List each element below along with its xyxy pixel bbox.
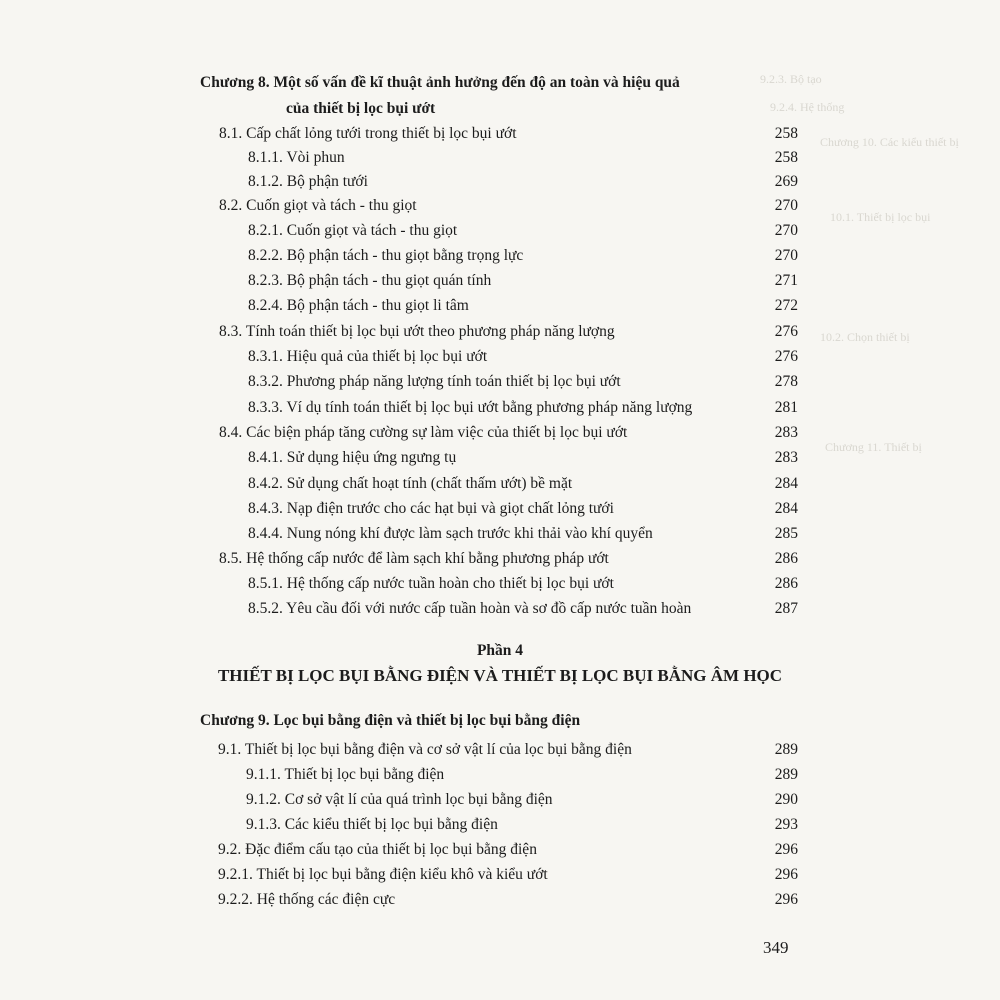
toc-page-number: 258 [774, 125, 798, 142]
toc-page-number: 289 [774, 741, 798, 758]
toc-page-number: 296 [774, 841, 798, 858]
toc-page-number: 271 [774, 272, 798, 289]
toc-entry[interactable]: 8.3. Tính toán thiết bị lọc bụi ướt theo phương pháp năng lượng [219, 323, 615, 340]
toc-page-number: 296 [774, 891, 798, 908]
toc-entry[interactable]: 8.4.1. Sử dụng hiệu ứng ngưng tụ [248, 449, 457, 466]
toc-page-number: 287 [774, 600, 798, 617]
toc-page-number: 286 [774, 575, 798, 592]
toc-page-number: 285 [774, 525, 798, 542]
toc-entry[interactable]: 8.4.2. Sử dụng chất hoạt tính (chất thấm ướt) bề mặt [248, 475, 573, 492]
show-through-text: Chương 10. Các kiểu thiết bị [820, 135, 959, 149]
part-4-label: Phần 4 [476, 642, 524, 659]
toc-entry[interactable]: 8.2. Cuốn giọt và tách - thu giọt [219, 197, 417, 214]
show-through-text: 10.1. Thiết bị lọc bụi [830, 210, 931, 224]
toc-entry[interactable]: 8.3.2. Phương pháp năng lượng tính toán thiết bị lọc bụi ướt [248, 373, 621, 390]
toc-entry[interactable]: 8.5. Hệ thống cấp nước để làm sạch khí bằng phương pháp ướt [219, 550, 609, 567]
toc-entry[interactable]: 9.2.2. Hệ thống các điện cực [218, 891, 396, 908]
page-number: 349 [763, 938, 789, 957]
toc-entry[interactable]: 9.1. Thiết bị lọc bụi bằng điện và cơ sở vật lí của lọc bụi bằng điện [218, 741, 632, 758]
chapter-9-title: Chương 9. Lọc bụi bằng điện và thiết bị lọc bụi bằng điện [200, 712, 581, 729]
toc-entry[interactable]: 8.3.1. Hiệu quả của thiết bị lọc bụi ướt [248, 348, 488, 365]
toc-entry[interactable]: 8.3.3. Ví dụ tính toán thiết bị lọc bụi ướt bằng phương pháp năng lượng [248, 399, 693, 416]
toc-page-number: 281 [774, 399, 798, 416]
toc-page-number: 272 [774, 297, 798, 314]
toc-entry[interactable]: 8.4. Các biện pháp tăng cường sự làm việc của thiết bị lọc bụi ướt [219, 424, 628, 441]
toc-entry[interactable]: 9.2.1. Thiết bị lọc bụi bằng điện kiểu khô và kiểu ướt [218, 866, 548, 883]
toc-page-number: 286 [774, 550, 798, 567]
show-through-text: 9.2.3. Bộ tạo [760, 72, 822, 86]
toc-page-number: 284 [774, 475, 798, 492]
toc-entry[interactable]: 9.1.3. Các kiểu thiết bị lọc bụi bằng điện [246, 816, 498, 833]
toc-entry[interactable]: 8.5.2. Yêu cầu đối với nước cấp tuần hoàn và sơ đồ cấp nước tuần hoàn [248, 600, 692, 617]
show-through-text: Chương 11. Thiết bị [825, 440, 922, 454]
toc-page-number: 270 [774, 222, 798, 239]
chapter-8-title-line-1: Chương 8. Một số vấn đề kĩ thuật ảnh hưởng đến độ an toàn và hiệu quả [200, 74, 680, 91]
part-4-title: THIẾT BỊ LỌC BỤI BẰNG ĐIỆN VÀ THIẾT BỊ LỌC BỤI BẰNG ÂM HỌC [217, 666, 783, 685]
toc-page-number: 283 [774, 424, 798, 441]
show-through-text: 9.2.4. Hệ thống [770, 100, 845, 114]
toc-entry[interactable]: 8.2.4. Bộ phận tách - thu giọt li tâm [248, 297, 469, 314]
toc-entry[interactable]: 8.2.1. Cuốn giọt và tách - thu giọt [248, 222, 458, 239]
toc-entry[interactable]: 8.4.4. Nung nóng khí được làm sạch trước khi thải vào khí quyển [248, 525, 653, 542]
toc-entry[interactable]: 9.1.2. Cơ sở vật lí của quá trình lọc bụi bằng điện [246, 791, 553, 808]
toc-page-number: 296 [774, 866, 798, 883]
toc-page-number: 276 [774, 348, 798, 365]
toc-page-number: 270 [774, 197, 798, 214]
toc-page-number: 276 [774, 323, 798, 340]
toc-entry[interactable]: 9.2. Đặc điểm cấu tạo của thiết bị lọc bụi bằng điện [218, 841, 537, 858]
toc-page-number: 270 [774, 247, 798, 264]
toc-entry[interactable]: 9.1.1. Thiết bị lọc bụi bằng điện [246, 766, 445, 783]
toc-page-number: 290 [774, 791, 798, 808]
toc-entry[interactable]: 8.1. Cấp chất lỏng tưới trong thiết bị lọc bụi ướt [219, 125, 517, 142]
toc-page-number: 283 [774, 449, 798, 466]
toc-page-number: 293 [774, 816, 798, 833]
chapter-8-title-line-2: của thiết bị lọc bụi ướt [286, 100, 436, 117]
toc-page-number: 289 [774, 766, 798, 783]
toc-page-number: 269 [774, 173, 798, 190]
show-through-text: 10.2. Chọn thiết bị [820, 330, 910, 344]
toc-entry[interactable]: 8.2.2. Bộ phận tách - thu giọt bằng trọng lực [248, 247, 524, 264]
toc-entry[interactable]: 8.4.3. Nạp điện trước cho các hạt bụi và giọt chất lỏng tưới [248, 500, 614, 517]
toc-page-number: 258 [774, 149, 798, 166]
toc-entry[interactable]: 8.2.3. Bộ phận tách - thu giọt quán tính [248, 272, 492, 289]
toc-page-number: 284 [774, 500, 798, 517]
toc-entry[interactable]: 8.1.1. Vòi phun [248, 149, 345, 166]
toc-page-number: 278 [774, 373, 798, 390]
toc-entry[interactable]: 8.5.1. Hệ thống cấp nước tuần hoàn cho thiết bị lọc bụi ướt [248, 575, 614, 592]
toc-entry[interactable]: 8.1.2. Bộ phận tưới [248, 173, 368, 190]
